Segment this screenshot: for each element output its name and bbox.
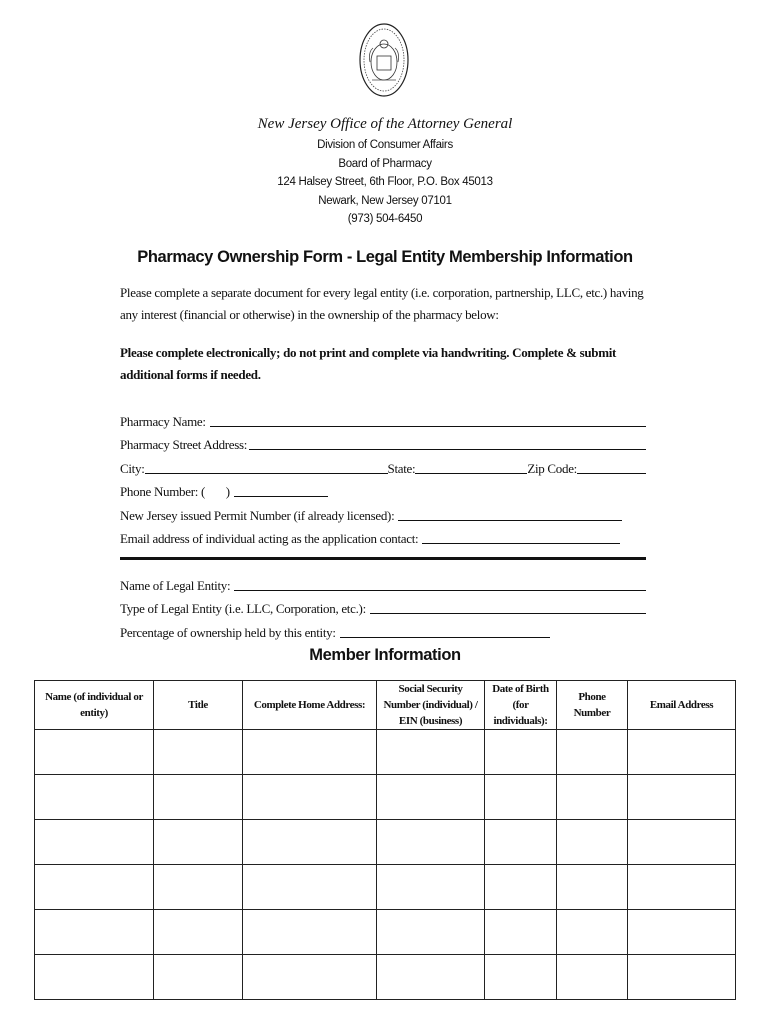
state-seal-icon	[358, 22, 410, 98]
table-cell[interactable]	[35, 730, 154, 775]
table-cell[interactable]	[35, 865, 154, 910]
email-contact-input[interactable]	[422, 529, 620, 544]
table-cell[interactable]	[557, 955, 628, 1000]
email-contact-label: Email address of individual acting as the application contact:	[120, 531, 419, 546]
entity-type-label: Type of Legal Entity (i.e. LLC, Corporation, etc.):	[120, 601, 366, 616]
table-cell[interactable]	[485, 775, 557, 820]
table-cell[interactable]	[154, 775, 243, 820]
entity-name-input[interactable]	[234, 576, 646, 591]
address-line: Division of Consumer Affairs	[317, 139, 453, 151]
member-table	[34, 680, 736, 1000]
table-cell[interactable]	[628, 775, 736, 820]
entity-name-label: Name of Legal Entity:	[120, 577, 231, 593]
phone-input[interactable]	[234, 482, 328, 497]
entity-fields	[120, 570, 646, 641]
permit-label: New Jersey issued Permit Number (if already licensed):	[120, 507, 395, 523]
table-cell[interactable]	[557, 865, 628, 910]
table-cell[interactable]	[243, 775, 377, 820]
table-cell[interactable]	[35, 955, 154, 1000]
address-line: (973) 504-6450	[347, 213, 423, 225]
table-cell[interactable]	[628, 910, 736, 955]
table-cell[interactable]	[243, 730, 377, 775]
table-cell[interactable]	[377, 955, 485, 1000]
table-cell[interactable]	[628, 820, 736, 865]
table-cell[interactable]	[557, 820, 628, 865]
street-address-input[interactable]	[249, 435, 646, 450]
address-line: Board of Pharmacy	[338, 157, 432, 170]
table-cell[interactable]	[154, 955, 243, 1000]
table-row	[35, 730, 736, 775]
table-cell[interactable]	[35, 775, 154, 820]
table-cell[interactable]	[485, 910, 557, 955]
table-cell[interactable]	[35, 820, 154, 865]
ownership-pct-label: Percentage of ownership held by this entity:	[120, 624, 336, 640]
zip-input[interactable]	[577, 459, 646, 474]
instruction-text: Please complete electronically; do not print and complete via handwriting. Complete & submit additional forms if needed.	[120, 345, 617, 382]
city-state-zip-row	[120, 453, 646, 477]
permit-input[interactable]	[398, 506, 622, 521]
state-label: State:	[387, 460, 416, 476]
table-cell[interactable]	[557, 910, 628, 955]
col-header-address: Complete Home Address:	[243, 681, 377, 730]
address-line: Newark, New Jersey 07101	[318, 194, 452, 207]
intro-text: Please complete a separate document for every legal entity (i.e. corporation, partnership, LLC, etc.) having any interest (financial or otherwise) in the ownership of the pharmacy below:	[120, 285, 644, 322]
table-cell[interactable]	[154, 730, 243, 775]
city-input[interactable]	[145, 459, 388, 474]
table-cell[interactable]	[154, 865, 243, 910]
table-cell[interactable]	[377, 820, 485, 865]
email-contact-row	[120, 524, 646, 548]
table-cell[interactable]	[628, 955, 736, 1000]
table-row	[35, 955, 736, 1000]
section-divider	[120, 557, 646, 560]
member-table-header	[35, 681, 736, 730]
entity-name-row	[120, 570, 646, 594]
table-cell[interactable]	[377, 775, 485, 820]
table-cell[interactable]	[154, 910, 243, 955]
table-cell[interactable]	[557, 730, 628, 775]
table-cell[interactable]	[243, 910, 377, 955]
table-cell[interactable]	[377, 865, 485, 910]
table-cell[interactable]	[485, 730, 557, 775]
pharmacy-fields	[120, 406, 646, 547]
pharmacy-name-input[interactable]	[210, 412, 646, 427]
ownership-pct-row	[120, 617, 646, 641]
table-cell[interactable]	[154, 820, 243, 865]
permit-row	[120, 500, 646, 524]
col-header-phone: Phone Number	[557, 681, 628, 730]
street-address-label: Pharmacy Street Address:	[120, 437, 248, 452]
table-cell[interactable]	[557, 775, 628, 820]
col-header-email: Email Address	[628, 681, 736, 730]
col-header-title: Title	[154, 681, 243, 730]
state-input[interactable]	[415, 459, 527, 474]
agency-name: New Jersey Office of the Attorney General	[257, 116, 513, 132]
pharmacy-name-label: Pharmacy Name:	[120, 413, 206, 429]
table-row	[35, 775, 736, 820]
col-header-name: Name (of individual or entity)	[35, 681, 154, 730]
entity-type-input[interactable]	[370, 599, 646, 614]
address-line: 124 Halsey Street, 6th Floor, P.O. Box 45013	[277, 176, 493, 188]
phone-row	[120, 477, 646, 501]
table-row	[35, 910, 736, 955]
col-header-dob: Date of Birth (for individuals):	[485, 681, 557, 730]
table-cell[interactable]	[485, 955, 557, 1000]
pharmacy-name-row	[120, 406, 646, 430]
table-cell[interactable]	[243, 955, 377, 1000]
table-cell[interactable]	[35, 910, 154, 955]
zip-label: Zip Code:	[527, 460, 577, 476]
table-row	[35, 820, 736, 865]
form-title: Pharmacy Ownership Form - Legal Entity Membership Information	[137, 248, 633, 266]
table-cell[interactable]	[485, 865, 557, 910]
ownership-pct-input[interactable]	[340, 623, 550, 638]
table-cell[interactable]	[377, 730, 485, 775]
member-info-title: Member Information	[309, 646, 461, 664]
phone-label: Phone Number: ( )	[120, 484, 230, 499]
street-address-row	[120, 430, 646, 454]
table-cell[interactable]	[243, 820, 377, 865]
entity-type-row	[120, 594, 646, 618]
table-row	[35, 865, 736, 910]
col-header-ssn-ein: Social Security Number (individual) / EIN (business)	[377, 681, 485, 730]
table-cell[interactable]	[377, 910, 485, 955]
agency-address	[0, 136, 770, 229]
table-cell[interactable]	[243, 865, 377, 910]
table-cell[interactable]	[628, 730, 736, 775]
city-label: City:	[120, 460, 145, 476]
table-cell[interactable]	[485, 820, 557, 865]
table-cell[interactable]	[628, 865, 736, 910]
